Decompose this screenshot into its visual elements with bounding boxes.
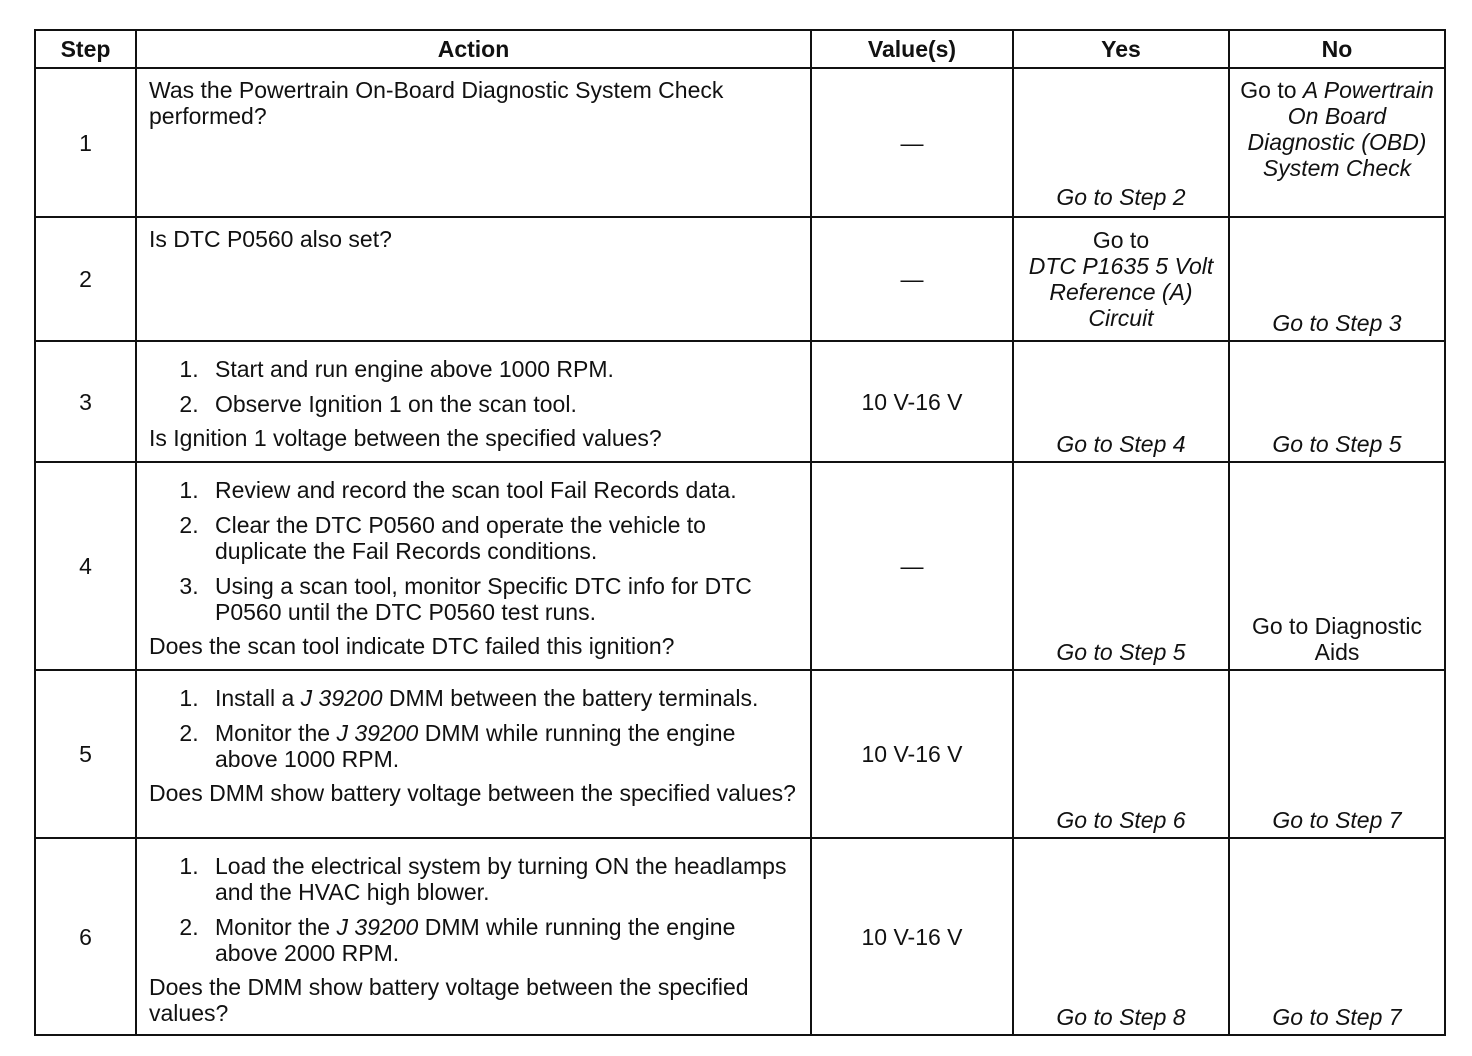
table-row xyxy=(35,838,1445,1035)
action-cell xyxy=(136,462,811,670)
action-cell xyxy=(136,68,811,217)
table-row xyxy=(35,68,1445,217)
action-question: Does the DMM show battery voltage between the specified values? xyxy=(149,974,749,1026)
action-steps xyxy=(149,685,800,772)
action-question: Does the scan tool indicate DTC failed this ignition? xyxy=(149,633,675,659)
action-steps xyxy=(149,853,800,966)
yes-cell xyxy=(1013,217,1229,341)
yes-cell xyxy=(1013,838,1229,1035)
action-steps xyxy=(149,356,800,417)
yes-text: Go to Step 2 xyxy=(1056,184,1186,210)
yes-text: Go to Step 5 xyxy=(1056,639,1186,665)
no-cell xyxy=(1229,838,1445,1035)
header-no: No xyxy=(1229,30,1445,68)
action-steps xyxy=(149,477,800,625)
list-item: 3. Using a scan tool, monitor Specific DTC info for DTC P0560 until the DTC P0560 test runs. xyxy=(205,573,800,625)
list-item: 1. Review and record the scan tool Fail Records data. xyxy=(205,477,800,503)
no-text: Go to Step 7 xyxy=(1272,1004,1402,1030)
tool-name: J 39200 xyxy=(336,914,419,940)
no-text: Go to Step 3 xyxy=(1272,310,1402,336)
list-item: 2. Clear the DTC P0560 and operate the vehicle to duplicate the Fail Records conditions. xyxy=(205,512,800,564)
step-number: 3 xyxy=(35,341,136,462)
table-row xyxy=(35,670,1445,838)
value-cell: — xyxy=(811,462,1013,670)
no-cell xyxy=(1229,68,1445,217)
action-question: Was the Powertrain On-Board Diagnostic System Check performed? xyxy=(149,77,724,129)
no-text: Go to Step 5 xyxy=(1272,431,1402,457)
list-item: 2. Observe Ignition 1 on the scan tool. xyxy=(205,391,800,417)
header-row xyxy=(35,30,1445,68)
value-cell: 10 V-16 V xyxy=(811,341,1013,462)
step-number: 5 xyxy=(35,670,136,838)
step-number: 4 xyxy=(35,462,136,670)
yes-text: Go to Step 8 xyxy=(1056,1004,1186,1030)
action-cell xyxy=(136,670,811,838)
action-cell xyxy=(136,341,811,462)
header-yes: Yes xyxy=(1013,30,1229,68)
yes-cell xyxy=(1013,670,1229,838)
no-cell xyxy=(1229,462,1445,670)
header-values: Value(s) xyxy=(811,30,1013,68)
tool-name: J 39200 xyxy=(336,720,419,746)
value-cell: 10 V-16 V xyxy=(811,670,1013,838)
header-step: Step xyxy=(35,30,136,68)
list-item: 1. Load the electrical system by turning ON the headlamps and the HVAC high blower. xyxy=(205,853,800,905)
action-question: Is Ignition 1 voltage between the specified values? xyxy=(149,425,662,451)
action-question: Is DTC P0560 also set? xyxy=(149,226,392,252)
no-text: Go to Diagnostic Aids xyxy=(1251,613,1423,665)
list-item: 2. Monitor the J 39200 DMM while running the engine above 1000 RPM. xyxy=(205,720,800,772)
yes-prefix: Go to xyxy=(1092,227,1150,253)
value-cell: — xyxy=(811,68,1013,217)
list-item: 1. Install a J 39200 DMM between the battery terminals. xyxy=(205,685,800,711)
step-number: 6 xyxy=(35,838,136,1035)
no-text: A Powertrain On Board Diagnostic (OBD) System Check xyxy=(1247,77,1434,181)
yes-text: DTC P1635 5 Volt Reference (A) Circuit xyxy=(1028,253,1214,331)
tool-name: J 39200 xyxy=(300,685,383,711)
list-item: 2. Monitor the J 39200 DMM while running the engine above 2000 RPM. xyxy=(205,914,800,966)
table-row xyxy=(35,462,1445,670)
value-cell: — xyxy=(811,217,1013,341)
no-cell xyxy=(1229,217,1445,341)
action-cell xyxy=(136,838,811,1035)
table-row xyxy=(35,341,1445,462)
value-cell: 10 V-16 V xyxy=(811,838,1013,1035)
diagnostic-table xyxy=(34,29,1446,1036)
yes-text: Go to Step 4 xyxy=(1056,431,1186,457)
yes-text: Go to Step 6 xyxy=(1056,807,1186,833)
no-cell xyxy=(1229,670,1445,838)
no-prefix: Go to xyxy=(1240,77,1303,103)
yes-cell xyxy=(1013,462,1229,670)
header-action: Action xyxy=(136,30,811,68)
yes-cell xyxy=(1013,68,1229,217)
list-item: 1. Start and run engine above 1000 RPM. xyxy=(205,356,800,382)
no-cell xyxy=(1229,341,1445,462)
step-number: 1 xyxy=(35,68,136,217)
yes-cell xyxy=(1013,341,1229,462)
step-number: 2 xyxy=(35,217,136,341)
table-row xyxy=(35,217,1445,341)
no-text: Go to Step 7 xyxy=(1272,807,1402,833)
action-cell xyxy=(136,217,811,341)
action-question: Does DMM show battery voltage between the specified values? xyxy=(149,780,796,806)
